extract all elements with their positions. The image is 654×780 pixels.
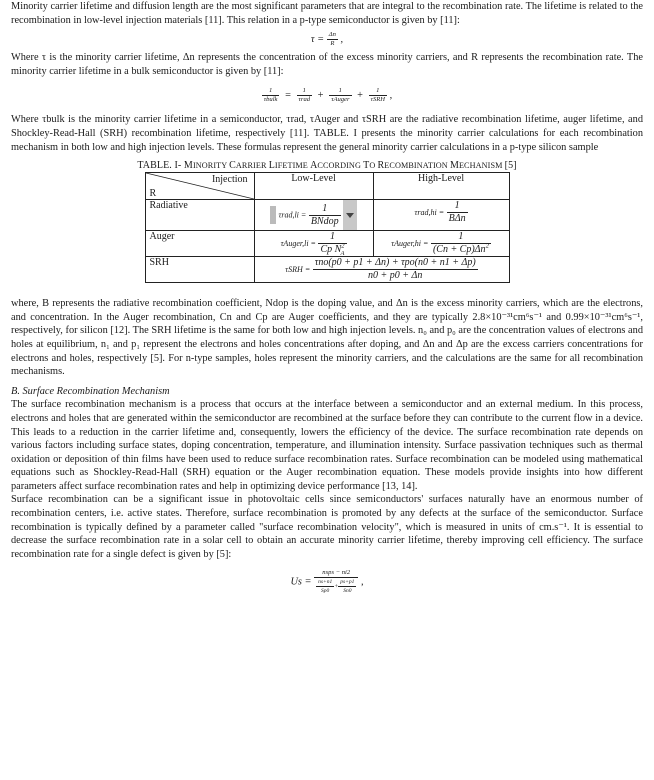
recombination-table: [145, 172, 510, 283]
equation-dropdown-button[interactable]: [343, 200, 357, 230]
selection-handle[interactable]: [270, 206, 276, 224]
table-corner-header: Injection R: [145, 173, 254, 200]
paragraph-intro: Minority carrier lifetime and diffusion length are the most significant parameters that are integral to the recombination rate. The lifetime is related to the recombination in low-level injection materials [11]. This relation in a p-type semiconductor is given by [11]:: [11, 1, 643, 26]
equation-lifetime: τ = $\frac{\Delta n}{R}$ ,: [310, 31, 344, 48]
radiative-high-formula: τrad,hi = 1 BΔn: [373, 200, 509, 231]
auger-high-formula: τAuger,hi = $\frac{1}{(Cn + Cp)\Delta n^2}$: [373, 231, 509, 257]
equation-surface-rate: Us = nsps − ni2 $\frac{ns+n1}{Sp0}$ + $\frac{ps+p1}{Sn0}$ ,: [290, 569, 364, 595]
paragraph-where-b: where, B represents the radiative recombination coefficient, Ndop is the doping value, and Δn is the excess minority carriers, which are the electrons, and concentration. In the Auger recombination, Cn and Cp are Auger coefficients, and they are typically 2.8×10⁻³¹cm⁶s⁻¹ and 0.99×10⁻³¹cm⁶s⁻¹, respectively, for silicon [12]. The SRH lifetime is the same for both low and high injection levels. n₀ and p₀ are the concentration values of electrons and holes at equilibrium, n₁ and p₁ represent the electrons and holes concentrations after doping, and Δn and Δp are the excess carriers concentrations for electrons and holes, respectively [5]. For n-type samples, holes represent the minority carriers, and the calculations are the same for all recombination mechanisms.: [11, 298, 643, 378]
paragraph-surface-issue: Surface recombination can be a significant issue in photovoltaic cells since semiconductors' surfaces naturally have an enormous number of recombination centers, i.e. active states. Therefore, surface recombination is promoted by any defects at the surface of the semiconductor. Surface recombination is typically defined by a parameter called "surface recombination velocity", which is measured in units of cm.s⁻¹. It is essential to decrease the surface recombination rate in a solar cell to obtain an accurate minority carrier lifetime, thereby improving cell efficiency. The surface recombination rate for a single defect is given by [5]:: [11, 494, 643, 560]
row-label: Auger: [145, 231, 254, 257]
equation-bulk-lifetime: $\frac{1}{\text{τbulk}}$ = $\frac{1}{\text{τrad}}$ + $\frac{1}{\text{τAuger}}$ + $\frac{1}{\text{τSRH}}$ ,: [263, 87, 393, 104]
row-label: SRH: [145, 257, 254, 283]
section-heading: B. Surface Recombination Mechanism: [11, 385, 170, 397]
table-row-srh: [145, 257, 509, 283]
row-label: Radiative: [145, 200, 254, 231]
table-caption: TABLE. I- MINORITY CARRIER LIFETIME ACCORDING TO RECOMBINATION MECHANISM [5]: [137, 160, 517, 172]
srh-formula: τSRH = τno(p0 + p1 + Δn) + τpo(n0 + n1 + Δp) n0 + p0 + Δn: [254, 257, 509, 283]
radiative-low-formula: τrad,li = 1 BNdop: [254, 200, 373, 231]
header-low-level: Low-Level: [254, 173, 373, 200]
paragraph-where-tau: Where τ is the minority carrier lifetime, Δn represents the concentration of the excess minority carriers, and R represents the recombination rate. The minority carrier lifetime in a bulk semiconductor is given by [11]:: [11, 52, 643, 77]
header-high-level: High-Level: [373, 173, 509, 200]
paragraph-surface-mechanism: The surface recombination mechanism is a process that occurs at the interface between a semiconductor and an external medium. In this process, electrons and holes that are generated within the semiconductor are recombined at the surface before they can contribute to the current flow in a device. This leads to a reduction in the carrier lifetime and, consequently, lowers the efficiency of the device. The surface recombination rate depends on various factors including surface states, doping concentration, temperature, and illumination intensity. Surface passivation techniques such as thermal oxidation or deposition of thin films have been used to reduce surface recombination rates. Surface recombination can be modeled using mathematical equations such as Shockley-Read-Hall (SRH) equation or the Auger recombination equation. These models provide insights into how different parameters affect surface recombination rates and help in optimizing device performance [13, 14].: [11, 399, 643, 492]
auger-low-formula: τAuger,li = $\frac{1}{Cp N^2_A}$: [254, 231, 373, 257]
table-row-auger: [145, 231, 509, 257]
table-row-radiative: [145, 200, 509, 231]
paragraph-where-tau-bulk: Where τbulk is the minority carrier lifetime in a semiconductor, τrad, τAuger and τSRH are the radiative recombination lifetime, auger lifetime, and Shockley-Read-Hall (SRH) recombination lifetime, respectively [11]. TABLE. I presents the minority carrier calculations for each recombination mechanism in both low and high injection levels. These formulas represent the general minority carrier calculations in a p-type silicon sample: [11, 114, 643, 153]
